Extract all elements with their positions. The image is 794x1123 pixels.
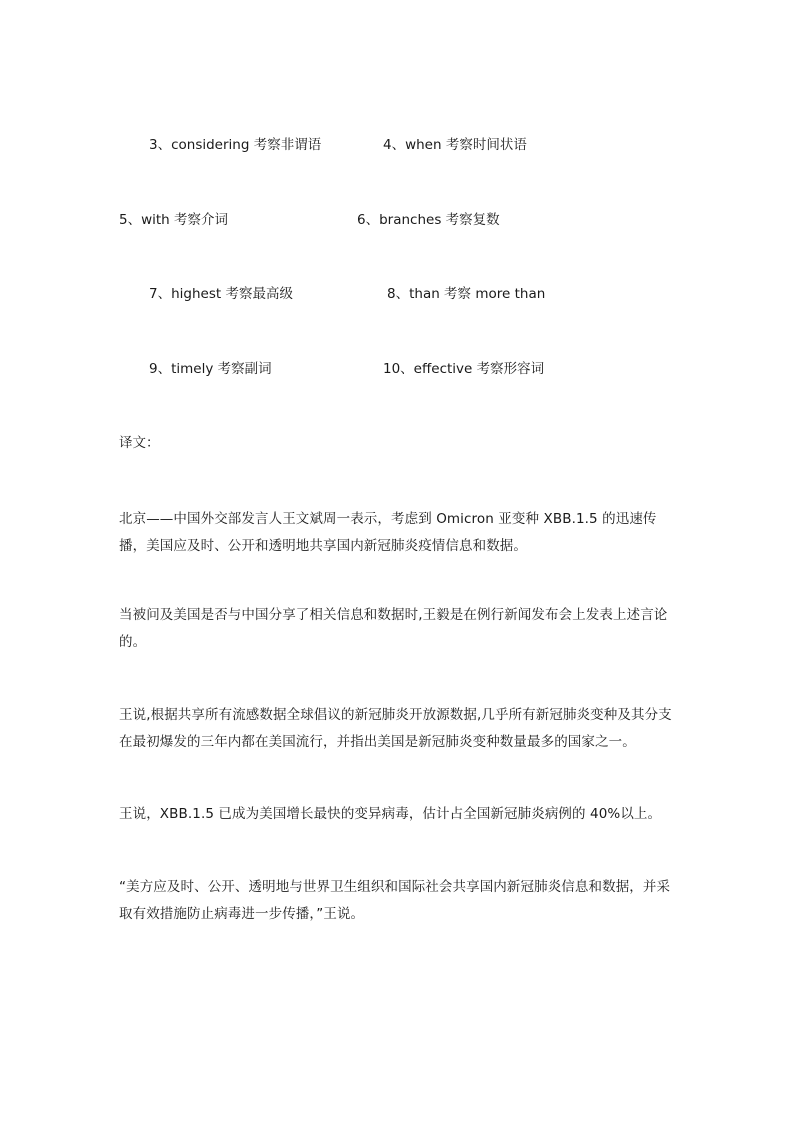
answer-item-5: 5、with 考察介词 — [119, 212, 229, 228]
translation-label: 译文： — [119, 435, 160, 451]
answer-item-10: 10、effective 考察形容词 — [383, 361, 545, 377]
translation-paragraph-5: “美方应及时、公开、透明地与世界卫生组织和国际社会共享国内新冠肺炎信息和数据，并采取有效措施防止病毒进一步传播，”王说。 — [119, 879, 671, 922]
answer-item-6: 6、branches 考察复数 — [357, 212, 500, 228]
answer-item-9: 9、timely 考察副词 — [149, 361, 272, 377]
answer-item-3: 3、considering 考察非谓语 — [149, 137, 322, 153]
translation-paragraph-4: 王说，XBB.1.5 已成为美国增长最快的变异病毒，估计占全国新冠肺炎病例的 40%以上。 — [119, 806, 662, 822]
translation-paragraph-3: 王说,根据共享所有流感数据全球倡议的新冠肺炎开放源数据,几乎所有新冠肺炎变种及其分支在最初爆发的三年内都在美国流行，并指出美国是新冠肺炎变种数量最多的国家之一。 — [119, 707, 672, 750]
translation-paragraph-1: 北京——中国外交部发言人王文斌周一表示，考虑到 Omicron 亚变种 XBB.1.5 的迅速传播，美国应及时、公开和透明地共享国内新冠肺炎疫情信息和数据。 — [119, 511, 657, 554]
answer-item-8: 8、than 考察 more than — [387, 286, 546, 302]
translation-paragraph-2: 当被问及美国是否与中国分享了相关信息和数据时,王毅是在例行新闻发布会上发表上述言论的。 — [119, 607, 668, 650]
answer-item-7: 7、highest 考察最高级 — [149, 286, 293, 302]
answer-item-4: 4、when 考察时间状语 — [383, 137, 527, 153]
